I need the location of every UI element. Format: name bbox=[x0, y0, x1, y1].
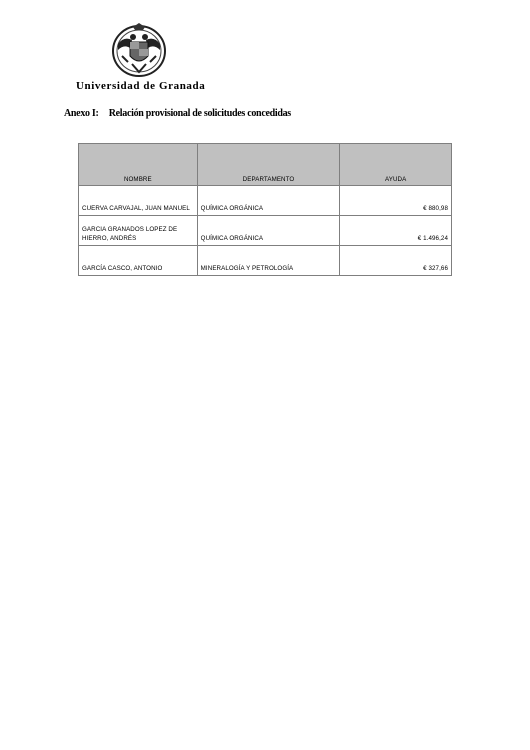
cell-name: GARCIA GRANADOS LOPEZ DE HIERRO, ANDRÉS bbox=[79, 216, 198, 246]
table-row bbox=[79, 216, 452, 246]
annex-title bbox=[64, 108, 291, 119]
column-header-aid: AYUDA bbox=[340, 144, 452, 186]
cell-department: QUÍMICA ORGÁNICA bbox=[197, 186, 340, 216]
cell-amount: € 880,98 bbox=[340, 186, 452, 216]
cell-name: GARCÍA CASCO, ANTONIO bbox=[79, 246, 198, 276]
annex-label: Anexo I: bbox=[64, 108, 99, 119]
cell-name: CUERVA CARVAJAL, JUAN MANUEL bbox=[79, 186, 198, 216]
cell-department: QUÍMICA ORGÁNICA bbox=[197, 216, 340, 246]
cell-department: MINERALOGÍA Y PETROLOGÍA bbox=[197, 246, 340, 276]
annex-heading: Relación provisional de solicitudes concedidas bbox=[108, 108, 291, 119]
institution-name: Universidad de Granada bbox=[76, 80, 206, 92]
cell-amount: € 1.496,24 bbox=[340, 216, 452, 246]
university-logo bbox=[110, 22, 168, 78]
table-row bbox=[79, 246, 452, 276]
grants-table bbox=[78, 143, 452, 276]
column-header-department: DEPARTAMENTO bbox=[197, 144, 340, 186]
table-header-row bbox=[79, 144, 452, 186]
cell-amount: € 327,66 bbox=[340, 246, 452, 276]
table-row bbox=[79, 186, 452, 216]
column-header-name: NOMBRE bbox=[79, 144, 198, 186]
